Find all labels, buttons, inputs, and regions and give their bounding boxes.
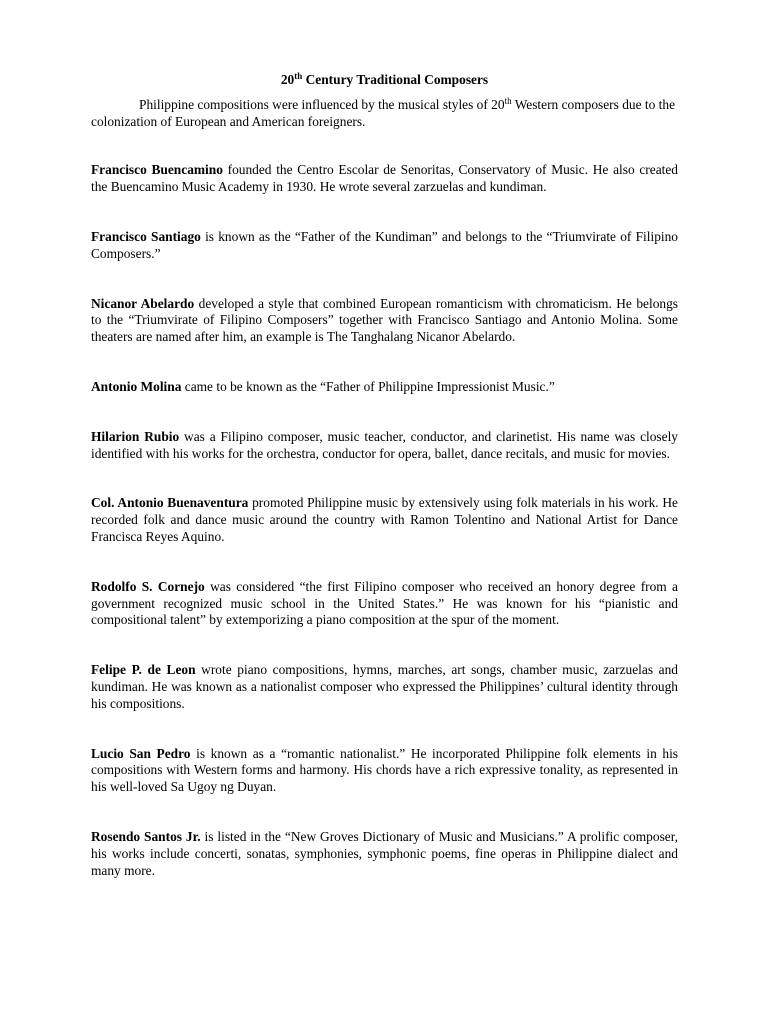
composer-name: Col. Antonio Buenaventura	[91, 495, 249, 511]
composer-description: promoted Philippine music by extensively using folk materials in his work. He recorded folk and dance music around the country with Ramon Tolentino and National Artist for Dance Francisca Reyes Aquino.	[91, 495, 678, 544]
intro-paragraph	[91, 97, 678, 131]
composer-description: came to be known as the “Father of Philippine Impressionist Music.”	[181, 378, 555, 394]
composer-name: Antonio Molina	[91, 378, 182, 394]
composer-description: was a Filipino composer, music teacher, conductor, and clarinetist. His name was closely identified with his works for the orchestra, conductor for opera, ballet, dance recitals, and music for movies.	[91, 428, 678, 461]
composer-entry-santiago	[91, 229, 678, 263]
composer-description: is known as a “romantic nationalist.” He incorporated Philippine folk elements in his compositions with Western forms and harmony. His chords have a rich expressive tonality, as represented in his well-loved Sa Ugoy ng Duyan.	[91, 745, 678, 795]
composer-entry-buencamino	[91, 162, 678, 196]
composer-entry-rubio	[91, 429, 678, 463]
composer-description: founded the Centro Escolar de Senoritas, Conservatory of Music. He also created the Buencamino Music Academy in 1930. He wrote several zarzuelas and kundiman.	[91, 162, 678, 195]
title-text-pre: 20	[280, 72, 295, 87]
composer-name: Rosendo Santos Jr.	[91, 828, 201, 844]
title-superscript: th	[294, 71, 303, 81]
composer-description: wrote piano compositions, hymns, marches, art songs, chamber music, zarzuelas and kundiman. He was known as a nationalist composer who expressed the Philippines’ cultural identity through his compositions.	[91, 662, 678, 711]
composer-name: Francisco Buencamino	[91, 162, 223, 178]
intro-superscript: th	[504, 95, 512, 106]
title-text-post: Century Traditional Composers	[302, 72, 489, 87]
intro-text-pre: Philippine compositions were influenced by the musical styles of 20	[139, 96, 505, 112]
composer-entry-abelardo	[91, 296, 678, 346]
composer-entry-molina	[91, 379, 678, 396]
composer-description: is known as the “Father of the Kundiman” and belongs to the “Triumvirate of Filipino Composers.”	[91, 228, 678, 261]
composer-name: Nicanor Abelardo	[91, 295, 195, 311]
composer-name: Lucio San Pedro	[91, 745, 191, 761]
composer-name: Felipe P. de Leon	[91, 662, 196, 678]
document-page	[91, 72, 678, 879]
composer-name: Hilarion Rubio	[91, 428, 180, 444]
composer-entry-santos	[91, 829, 678, 879]
composer-name: Francisco Santiago	[91, 228, 201, 244]
composer-description: developed a style that combined European romanticism with chromaticism. He belongs to the “Triumvirate of Filipino Composers” together with Francisco Santiago and Antonio Molina. Some theaters are named after him, an example is The Tanghalang Nicanor Abelardo.	[91, 295, 678, 345]
composer-entry-de-leon	[91, 662, 678, 712]
composer-description: was considered “the first Filipino composer who received an honory degree from a government recognized music school in the United States.” He was known for his “pianistic and compositional talent” by extemporizing a piano composition at the spur of the moment.	[91, 578, 679, 628]
composer-description: is listed in the “New Groves Dictionary of Music and Musicians.” A prolific composer, his works include concerti, sonatas, symphonies, symphonic poems, fine operas in Philippine dialect and many more.	[91, 828, 678, 878]
composer-entry-cornejo	[91, 579, 678, 629]
intro-text-post: Western composers due to the colonization of European and American foreigners.	[91, 96, 676, 129]
composer-entry-san-pedro	[91, 746, 678, 796]
document-title	[91, 72, 678, 89]
composer-entry-buenaventura	[91, 495, 678, 545]
composer-name: Rodolfo S. Cornejo	[91, 578, 205, 594]
